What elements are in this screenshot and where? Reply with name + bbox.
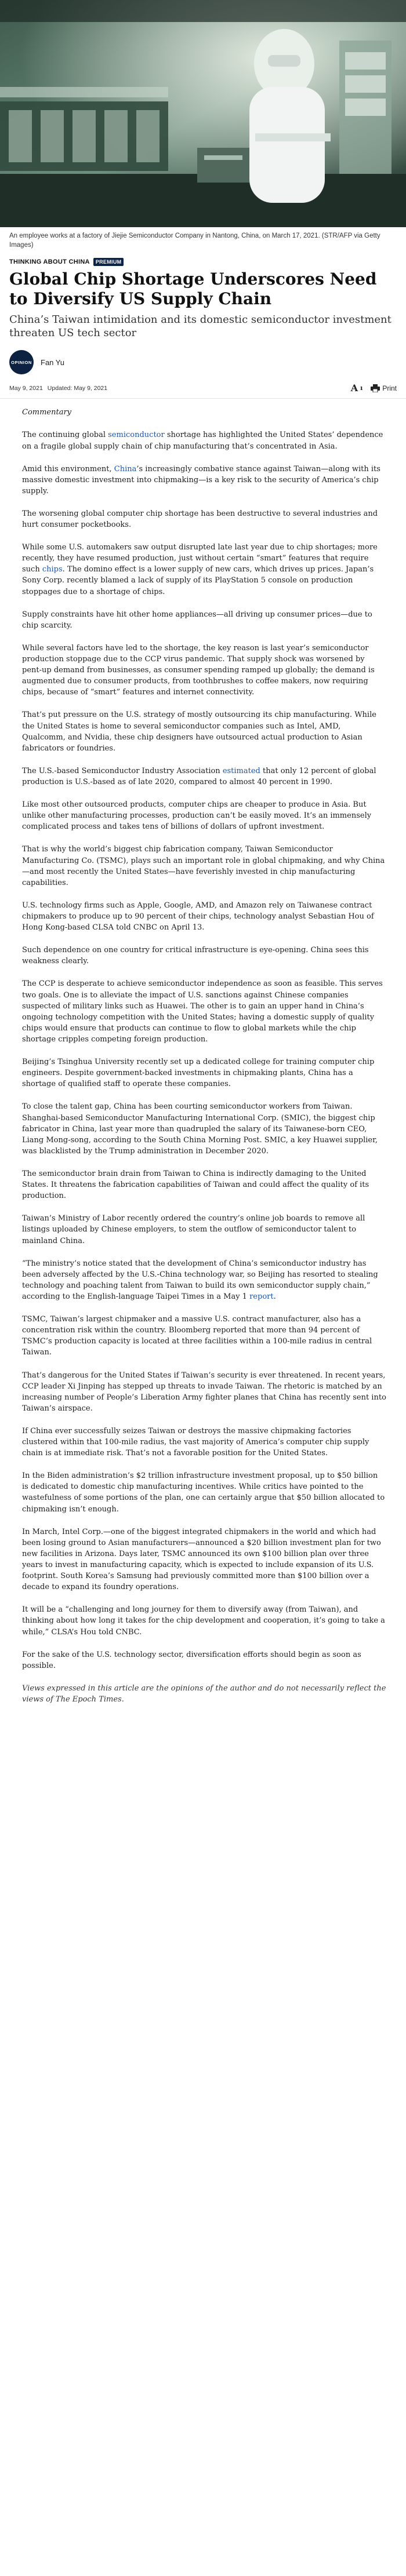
article-paragraph bbox=[22, 1168, 386, 1201]
inline-link[interactable]: report bbox=[249, 1292, 274, 1301]
paragraph-text: Supply constraints have hit other home appliances—all driving up consumer prices—due to chip scarcity. bbox=[22, 610, 372, 630]
font-size-button[interactable] bbox=[351, 382, 363, 393]
article-paragraph bbox=[22, 1604, 386, 1637]
article-paragraphs bbox=[22, 429, 386, 1671]
date-info bbox=[9, 385, 107, 392]
section-header bbox=[0, 253, 406, 266]
paragraph-text: That’s dangerous for the United States if Taiwan’s security is ever threatened. In recent years, CCP leader Xi Jinping has stepped up threats to invade Taiwan. The rhetoric is matched by an increasing number of People’s Liberation Army fighter planes that China has recently sent into Taiwan’s airspace. bbox=[22, 1371, 386, 1413]
paragraph-text: That’s put pressure on the U.S. strategy of mostly outsourcing its chip manufacturing. While the United States is home to several semiconductor companies such as Intel, AMD, Qualcomm, and Nvidia, these chip designers have outsourced actual production to Asian fabricators or foundries. bbox=[22, 711, 376, 753]
article-paragraph bbox=[22, 900, 386, 933]
hero-caption: An employee works at a factory of Jiejie Semiconductor Company in Nantong, China, on March 17, 2021. (STR/AFP via Getty Images) bbox=[9, 232, 380, 249]
paragraph-text: . bbox=[273, 1292, 276, 1301]
article-paragraph bbox=[22, 429, 386, 451]
hero-image bbox=[0, 0, 406, 227]
paragraph-text: That is why the world’s biggest chip fabrication company, Taiwan Semiconductor Manufacturing Co. (TSMC), plays such an important role in global chipmaking, and why China—and most recently the United States—have feverishly invested in chip manufacturing capabilities. bbox=[22, 845, 385, 887]
author-byline bbox=[0, 340, 406, 374]
paragraph-text: Beijing’s Tsinghua University recently set up a dedicated college for training computer chip engineers. Despite government-backed investments in chipmaking plants, China has a shortage of qualified staff to operate these companies. bbox=[22, 1058, 375, 1089]
article-paragraph bbox=[22, 1056, 386, 1090]
inline-link[interactable]: estimated bbox=[222, 766, 260, 775]
print-button[interactable] bbox=[371, 384, 397, 392]
paragraph-text: Taiwan’s Ministry of Labor recently ordered the country’s online job boards to remove all listings uploaded by Chinese employers, to stem the outflow of semiconductor talent to mainland China. bbox=[22, 1214, 365, 1245]
updated-date: Updated: May 9, 2021 bbox=[47, 384, 108, 392]
article-paragraph bbox=[22, 1213, 386, 1246]
paragraph-text: ’s increasingly combative stance against Taiwan—along with its massive domestic investment into chipmaking—is a key risk to the security of America’s chip supply. bbox=[22, 464, 380, 495]
published-date: May 9, 2021 bbox=[9, 384, 43, 392]
paragraph-text: TSMC, Taiwan’s largest chipmaker and a massive U.S. contract manufacturer, also has a concentration risk within the country. Bloomberg reported that more than 94 percent of TSMC’s production capacity is located at three facilities within a 100-mile radius in central Taiwan. bbox=[22, 1315, 372, 1357]
inline-link[interactable]: chips bbox=[42, 565, 63, 574]
article-subtitle: China’s Taiwan intimidation and its domestic semiconductor investment threaten US tech sector bbox=[9, 314, 392, 340]
article-paragraph bbox=[22, 766, 386, 788]
paragraph-text: . The domino effect is a lower supply of new cars, which drives up prices. Japan’s Sony Corp. recently blamed a lack of supply of its PlayStation 5 console on production stoppages due to a shortage of chips. bbox=[22, 565, 374, 596]
article-paragraph bbox=[22, 508, 386, 530]
paragraph-text: The CCP is desperate to achieve semiconductor independence as soon as feasible. This serves two goals. One is to alleviate the impact of U.S. sanctions against Chinese companies suspected of military links such as Huawei. The other is to gain an upper hand in China’s ongoing technology competition with the United States; having a domestic supply of quality chips would ensure that products can continue to flow to global markets while the chip shortage cripples competing foreign production. bbox=[22, 979, 383, 1044]
premium-badge: PREMIUM bbox=[93, 258, 124, 266]
article-paragraph bbox=[22, 542, 386, 597]
article-body bbox=[0, 399, 406, 1734]
article-tools bbox=[351, 382, 397, 393]
commentary-label: Commentary bbox=[22, 408, 72, 417]
paragraph-text: If China ever successfully seizes Taiwan or destroys the massive chipmaking factories clustered within that 100-mile radius, the vast majority of America’s computer chip supply chain is at immediate risk. That’s not a favorable position for the United States. bbox=[22, 1426, 369, 1458]
inline-link[interactable]: semiconductor bbox=[108, 431, 165, 440]
paragraph-text: While several factors have led to the shortage, the key reason is last year’s semiconductor production stoppage due to the CCP virus pandemic. That supply shock was worsened by pent-up demand from businesses, as consumer spending ramped up globally; the demand is augmented due to consumer products, from toothbrushes to coffee makers, now requiring chips, because of “smart” features and internet connectivity. bbox=[22, 643, 375, 697]
paragraph-text: In March, Intel Corp.—one of the biggest integrated chipmakers in the world and which had been losing ground to Asian manufacturers—announced a $20 billion investment plan for two new facilities in Arizona. Days later, TSMC announced its own $100 billion plan over three years to invest in manufacturing capacity, which is expected to include expansion of its U.S. footprint. South Korea’s Samsung had previously committed more than $100 billion over a decade to expand its foundry operations. bbox=[22, 1527, 381, 1592]
article-paragraph bbox=[22, 643, 386, 698]
paragraph-text: The worsening global computer chip shortage has been destructive to several industries and hurt consumer pocketbooks. bbox=[22, 509, 378, 530]
article-paragraph bbox=[22, 1649, 386, 1671]
paragraph-text: that only 12 percent of global production is U.S.-based as of late 2020, compared to almost 40 percent in 1990. bbox=[22, 766, 376, 787]
paragraph-text: Like most other outsourced products, computer chips are cheaper to produce in Asia. But unlike other manufacturing processes, production can’t be easily moved. It’s an immensely complicated process and takes tens of billions of dollars of upfront investment. bbox=[22, 800, 372, 832]
paragraph-text: U.S. technology firms such as Apple, Google, AMD, and Amazon rely on Taiwanese contract chipmakers to produce up to 90 percent of their chips, technology analyst Sebastian Hou of Hong Kong-based CLSA told CNBC on April 13. bbox=[22, 901, 374, 932]
article-paragraph bbox=[22, 945, 386, 967]
author-name[interactable]: Fan Yu bbox=[41, 358, 64, 367]
font-size-icon-small: ı bbox=[360, 384, 363, 392]
article-paragraph bbox=[22, 609, 386, 631]
article-meta bbox=[0, 374, 406, 399]
article-paragraph bbox=[22, 1370, 386, 1414]
paragraph-text: Such dependence on one country for critical infrastructure is eye-opening. China sees this weakness clearly. bbox=[22, 946, 369, 966]
print-icon bbox=[371, 384, 380, 392]
paragraph-text: While some U.S. automakers saw output disrupted late last year due to chip shortages; more recently, they have resumed production, just without certain “smart” features that require such bbox=[22, 543, 378, 574]
article-paragraph bbox=[22, 799, 386, 832]
paragraph-text: “The ministry’s notice stated that the development of China’s semiconductor industry has been adversely affected by the U.S.-China technology war, so Beijing has resorted to stealing technology and poaching talent from Taiwan to build its own semiconductor supply chain,” according to the English-language Taipei Times in a May 1 bbox=[22, 1259, 378, 1301]
disclaimer: Views expressed in this article are the opinions of the author and do not necessarily reflect the views of The Epoch Times. bbox=[22, 1684, 386, 1704]
section-link[interactable]: THINKING ABOUT CHINA bbox=[9, 258, 90, 266]
paragraph-text: The continuing global bbox=[22, 431, 108, 440]
avatar[interactable] bbox=[9, 350, 34, 374]
paragraph-text: For the sake of the U.S. technology sector, diversification efforts should begin as soon as possible. bbox=[22, 1650, 361, 1670]
article-paragraph bbox=[22, 1470, 386, 1514]
paragraph-text: To close the talent gap, China has been courting semiconductor workers from Taiwan. Shanghai-based Semiconductor Manufacturing International Corp. (SMIC), the biggest chip fabricator in China, last year more than quadrupled the salary of its Taiwanese-born CEO, Liang Mong-song, according to the South China Morning Post. SMIC, a key Huawei supplier, was blacklisted by the Trump administration in December 2020. bbox=[22, 1102, 378, 1156]
article-paragraph bbox=[22, 844, 386, 888]
article-paragraph bbox=[22, 464, 386, 497]
article-paragraph bbox=[22, 1426, 386, 1459]
hero-photo-illustration bbox=[0, 0, 406, 227]
article-paragraph bbox=[22, 1101, 386, 1157]
article-paragraph bbox=[22, 978, 386, 1045]
paragraph-text: It will be a “challenging and long journey for them to diversify away (from Taiwan), and thinking about how long it takes for the chip development and cooperation, it’s going to take a while,” CLSA’s Hou told CNBC. bbox=[22, 1605, 385, 1637]
article-paragraph bbox=[22, 1526, 386, 1593]
print-label: Print bbox=[382, 384, 397, 392]
paragraph-text: Amid this environment, bbox=[22, 464, 114, 473]
avatar-label: OPINION bbox=[11, 359, 32, 365]
paragraph-text: In the Biden administration’s $2 trillion infrastructure investment proposal, up to $50 billion is dedicated to domestic chip manufacturing incentives. While critics have pointed to the wastefulness of some portions of the plan, one can certainly argue that $50 billion allocated to chipmaking isn’t enough. bbox=[22, 1471, 385, 1514]
article-paragraph bbox=[22, 1314, 386, 1358]
paragraph-text: The semiconductor brain drain from Taiwan to China is indirectly damaging to the United States. It threatens the fabrication capabilities of Taiwan and could affect the quality of its production. bbox=[22, 1169, 369, 1201]
article-title: Global Chip Shortage Underscores Need to Diversify US Supply Chain bbox=[9, 269, 377, 308]
article-paragraph bbox=[22, 709, 386, 753]
paragraph-text: The U.S.-based Semiconductor Industry Association bbox=[22, 766, 223, 775]
inline-link[interactable]: China bbox=[114, 464, 137, 473]
article-paragraph bbox=[22, 1258, 386, 1302]
font-size-icon: A bbox=[350, 382, 358, 394]
paragraph-text: shortage has highlighted the United States’ dependence on a fragile global supply chain of chip manufacturing that’s concentrated in Asia. bbox=[22, 431, 383, 451]
